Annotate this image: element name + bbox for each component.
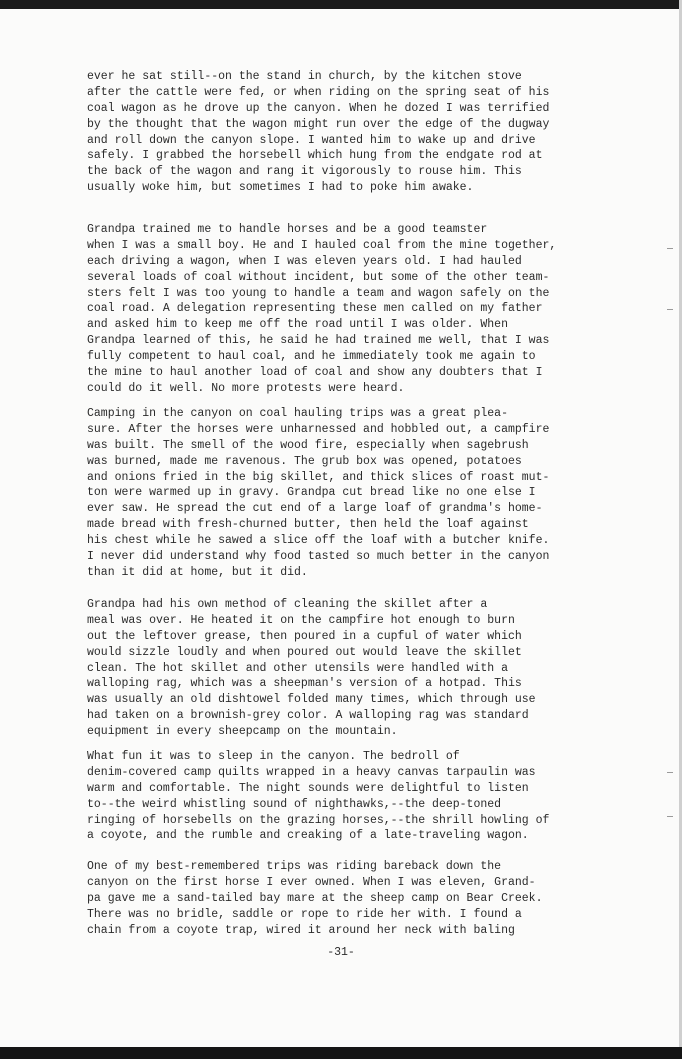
margin-mark — [667, 309, 673, 310]
text-line: coal road. A delegation representing these men called on my father — [87, 302, 543, 316]
text-line: equipment in every sheepcamp on the mountain. — [87, 725, 398, 739]
text-line: made bread with fresh-churned butter, then held the loaf against — [87, 518, 529, 532]
text-line: warm and comfortable. The night sounds were delightful to listen — [87, 781, 529, 795]
paragraph-5 — [87, 749, 549, 844]
text-line: would sizzle loudly and when poured out would leave the skillet — [87, 645, 522, 659]
text-line: fully competent to haul coal, and he immediately took me again to — [87, 350, 536, 364]
text-line: clean. The hot skillet and other utensils were handled with a — [87, 661, 508, 675]
margin-mark — [667, 772, 673, 773]
text-line: Grandpa trained me to handle horses and be a good teamster — [87, 223, 488, 236]
text-line: There was no bridle, saddle or rope to ride her with. I found a — [87, 907, 522, 921]
margin-mark — [667, 816, 673, 817]
text-line: several loads of coal without incident, but some of the other team- — [87, 270, 550, 284]
scan-bottom-edge — [0, 1047, 682, 1059]
text-line: had taken on a brownish-grey color. A walloping rag was standard — [87, 709, 529, 723]
text-line: the mine to haul another load of coal and show any doubters that I — [87, 366, 543, 380]
text-line: sters felt I was too young to handle a team and wagon safely on the — [87, 286, 550, 300]
text-line: pa gave me a sand-tailed bay mare at the sheep camp on Bear Creek. — [87, 891, 543, 905]
text-line: each driving a wagon, when I was eleven years old. I had hauled — [87, 254, 522, 268]
text-line: Grandpa learned of this, he said he had trained me well, that I was — [87, 334, 550, 348]
text-line: was burned, made me ravenous. The grub box was opened, potatoes — [87, 454, 522, 468]
text-line: I never did understand why food tasted so much better in the canyon — [87, 550, 550, 564]
text-line: was usually an old dishtowel folded many times, which through use — [87, 693, 536, 707]
text-line: chain from a coyote trap, wired it around her neck with baling — [87, 923, 515, 937]
text-line: meal was over. He heated it on the campfire hot enough to burn — [87, 613, 515, 627]
text-line: by the thought that the wagon might run over the edge of the dugway — [87, 117, 550, 131]
paragraph-1 — [87, 69, 549, 196]
text-line: coal wagon as he drove up the canyon. When he dozed I was terrified — [87, 101, 550, 115]
text-line: usually woke him, but sometimes I had to poke him awake. — [87, 181, 474, 195]
text-line: and roll down the canyon slope. I wanted him to wake up and drive — [87, 133, 536, 147]
text-line: One of my best-remembered trips was riding bareback down the — [87, 860, 502, 873]
text-line: Grandpa had his own method of cleaning the skillet after a — [87, 598, 488, 611]
text-line: safely. I grabbed the horsebell which hung from the endgate rod at — [87, 149, 543, 163]
paragraph-3 — [87, 406, 549, 581]
margin-mark — [667, 248, 673, 249]
text-line: and asked him to keep me off the road until I was older. When — [87, 318, 508, 332]
text-line: could do it well. No more protests were heard. — [87, 381, 405, 395]
scan-top-edge — [0, 0, 682, 9]
text-line: after the cattle were fed, or when riding on the spring seat of his — [87, 85, 550, 99]
text-line: ever he sat still--on the stand in church, by the kitchen stove — [87, 70, 522, 83]
paragraph-4 — [87, 597, 536, 740]
text-line: sure. After the horses were unharnessed and hobbled out, a campfire — [87, 422, 550, 436]
paragraph-6 — [87, 859, 542, 938]
text-line: denim-covered camp quilts wrapped in a heavy canvas tarpaulin was — [87, 765, 536, 779]
text-line: than it did at home, but it did. — [87, 565, 308, 579]
text-line: What fun it was to sleep in the canyon. The bedroll of — [87, 750, 460, 763]
text-line: when I was a small boy. He and I hauled coal from the mine together, — [87, 238, 557, 252]
text-line: ton were warmed up in gravy. Grandpa cut bread like no one else I — [87, 486, 536, 500]
page-number: -31- — [327, 946, 355, 959]
text-line: ever saw. He spread the cut end of a large loaf of grandma's home- — [87, 502, 543, 516]
text-line: to--the weird whistling sound of nighthawks,--the deep-toned — [87, 797, 502, 811]
text-line: a coyote, and the rumble and creaking of a late-traveling wagon. — [87, 829, 529, 843]
text-line: and onions fried in the big skillet, and thick slices of roast mut- — [87, 470, 550, 484]
text-line: Camping in the canyon on coal hauling trips was a great plea- — [87, 407, 508, 420]
paragraph-2 — [87, 222, 556, 397]
text-line: ringing of horsebells on the grazing horses,--the shrill howling of — [87, 813, 550, 827]
text-line: was built. The smell of the wood fire, especially when sagebrush — [87, 438, 529, 452]
text-line: his chest while he sawed a slice off the loaf with a butcher knife. — [87, 534, 550, 548]
text-line: walloping rag, which was a sheepman's version of a hotpad. This — [87, 677, 522, 691]
text-line: out the leftover grease, then poured in a cupful of water which — [87, 629, 522, 643]
text-line: the back of the wagon and rang it vigorously to rouse him. This — [87, 165, 522, 179]
text-line: canyon on the first horse I ever owned. When I was eleven, Grand- — [87, 875, 536, 889]
